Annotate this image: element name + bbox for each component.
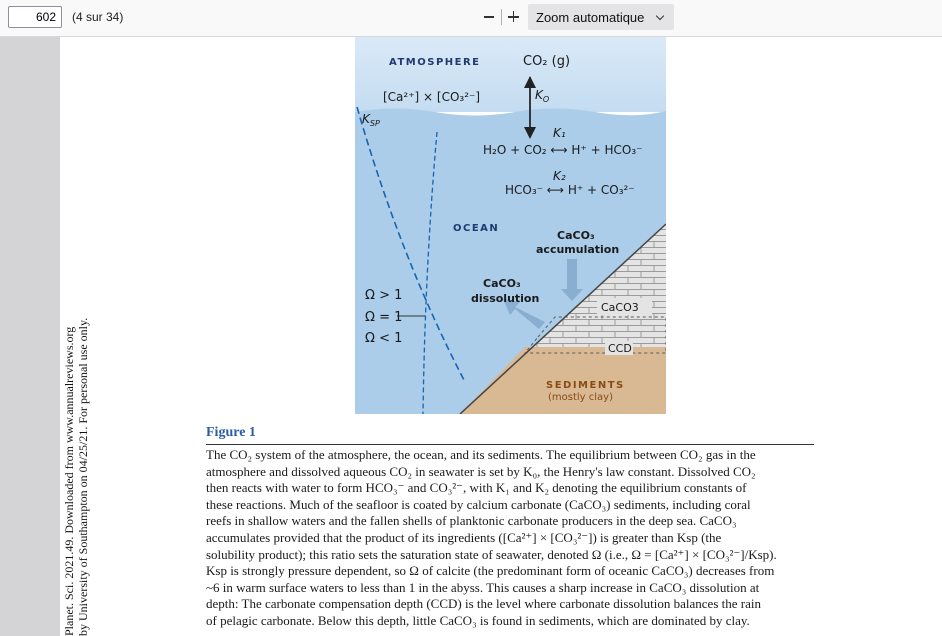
dissolution-label-2: dissolution (471, 292, 540, 305)
caption-line: of pelagic carbonate. Below this depth, little CaCO₃ is found in sediments, which are dominated by clay. (206, 612, 750, 628)
k1-label: K₁ (553, 126, 566, 140)
figure-title: Figure 1 (206, 425, 256, 440)
accumulation-label-1: CaCO₃ (557, 229, 595, 242)
caption-line: these reactions. Much of the seafloor is coated by calcium carbonate (CaCO₃) sediments, including coral (206, 496, 751, 512)
page-count-label: (4 sur 34) (72, 10, 124, 24)
omega-less-label: Ω < 1 (365, 331, 403, 346)
k0-label: $K_O$ (535, 88, 550, 104)
omega-greater-label: Ω > 1 (365, 288, 403, 303)
co2-gas-label: CO₂ (g) (523, 54, 571, 69)
download-notice-line1: Planet. Sci. 2021.49. Downloaded from www.annualreviews.org (62, 326, 76, 636)
caption-line: atmosphere and dissolved aqueous CO₂ in seawater is set by K₀, the Henry's law constant. Dissolved CO₂ (206, 463, 756, 479)
k2-label: K₂ (553, 169, 566, 183)
ksp-label: $K_{SP}$ (362, 112, 380, 128)
accumulation-label-2: accumulation (536, 243, 620, 256)
caption-line: depth: The carbonate compensation depth (CCD) is the level where carbonate dissolution balances the rain (206, 596, 761, 612)
caption-line: then reacts with water to form HCO₃⁻ and CO₃²⁻, with K₁ and K₂ denoting the equilibrium constants of (206, 480, 747, 496)
left-gutter (0, 37, 60, 636)
page-number-input[interactable]: 602 (8, 6, 62, 28)
zoom-value: Zoom automatique (536, 10, 645, 25)
download-notice-line2: by University of Southampton on 04/25/21. For personal use only. (76, 317, 90, 636)
ccd-label: CCD (608, 342, 632, 355)
reaction-1: H₂O + CO₂ ⟷ H⁺ + HCO₃⁻ (483, 143, 643, 157)
dissolution-label-1: CaCO₃ (483, 277, 521, 290)
co2-system-figure (355, 37, 666, 414)
atmosphere-label: ATMOSPHERE (389, 57, 481, 68)
toolbar-divider (501, 9, 502, 25)
caption-line: ~6 in warm surface waters to less than 1 in the abyss. This causes a sharp increase in CaCO₃ dissolution at (206, 579, 760, 595)
caption-line: The CO₂ system of the atmosphere, the ocean, and its sediments. The equilibrium between CO₂ gas in the (206, 447, 756, 462)
sediments-label: SEDIMENTS (546, 380, 625, 391)
zoom-out-button[interactable] (479, 7, 499, 27)
minus-icon (484, 16, 494, 18)
caption-line: Ksp is strongly pressure dependent, so Ω of calcite (the predominant form of oceanic CaCO₃) decreases from (206, 563, 775, 579)
pdf-toolbar (0, 0, 942, 37)
figure-caption (206, 447, 818, 630)
sediments-sublabel: (mostly clay) (548, 392, 613, 403)
figure-diagram (355, 37, 666, 414)
download-notice (62, 318, 90, 636)
caption-rule (206, 444, 814, 445)
caption-line: reefs in shallow waters and the fallen shells of planktonic carbonate producers in the deep sea. CaCO₃ (206, 513, 737, 529)
caption-line: accumulates provided that the product of its ingredients ([Ca²⁺] × [CO₃²⁻]) is greater than Ksp (the (206, 529, 722, 545)
zoom-in-button[interactable] (503, 7, 523, 27)
chevron-down-icon (656, 12, 664, 20)
omega-equal-label: Ω = 1 (365, 310, 403, 325)
reaction-2: HCO₃⁻ ⟷ H⁺ + CO₃²⁻ (505, 183, 635, 197)
calcium-carbonate-product: [Ca²⁺] × [CO₃²⁻] (383, 90, 481, 104)
caption-line: solubility product); this ratio sets the saturation state of seawater, denoted Ω (i.e., Ω = [Ca²⁺] × [CO₃²⁻]/Ksp). (206, 546, 777, 562)
ocean-label: OCEAN (453, 223, 500, 234)
caco3-block-label: CaCO3 (601, 301, 639, 314)
zoom-select[interactable] (528, 4, 674, 30)
